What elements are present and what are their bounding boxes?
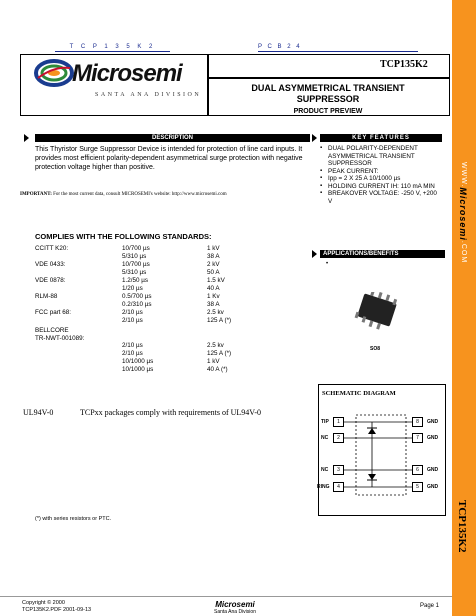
header-right-code: P C B 2 4 (258, 44, 418, 52)
std-value: 50 A (207, 269, 220, 276)
product-preview: PRODUCT PREVIEW (293, 108, 363, 115)
std-wave: 1.2/50 µs (122, 277, 149, 284)
std-value: 1 kV (207, 358, 220, 365)
standards-table (35, 245, 295, 375)
std-name: FCC part 68: (35, 309, 72, 316)
pin-label: TIP (321, 419, 329, 425)
std-wave: 5/310 µs (122, 253, 147, 260)
std-value: 1 kV (207, 245, 220, 252)
logo-name: Microsemi (72, 60, 182, 87)
pin-number: 2 (333, 433, 344, 443)
std-value: 2.5 kv (207, 342, 224, 349)
pin-label: NC (321, 435, 329, 441)
footer-divider (0, 596, 452, 597)
important-label: IMPORTANT: (20, 192, 52, 197)
std-name: BELLCORE (35, 327, 69, 334)
std-value: 125 A (*) (207, 350, 232, 357)
std-value: 1.5 kV (207, 277, 225, 284)
std-value: 2 kV (207, 261, 220, 268)
page-title (210, 83, 446, 105)
std-wave: 2/10 µs (122, 350, 143, 357)
footnote: (*) with series resistors or PTC. (35, 516, 112, 522)
schematic-title: SCHEMATIC DIAGRAM (322, 390, 396, 397)
ul-text: TCPxx packages comply with requirements of UL94V-0 (80, 408, 262, 417)
feature-item: ▪ Ipp = 2 X 25 A 10/1000 µs (320, 175, 440, 183)
title-line-2: SUPPRESSOR (296, 94, 360, 104)
applications-heading: APPLICATIONS/BENEFITS (320, 250, 445, 258)
footer-division: Santa Ana Division (214, 609, 256, 615)
std-wave: 2/10 µs (122, 309, 143, 316)
std-value: 40 A (*) (207, 366, 228, 373)
feature-item: ▪ DUAL POLARITY-DEPENDENT ASYMMETRICAL TRANSIENT SUPPRESSOR (320, 145, 440, 168)
std-wave: 0.5/700 µs (122, 293, 152, 300)
std-wave: 2/10 µs (122, 342, 143, 349)
std-value: 40 A (207, 285, 220, 292)
pin-number: 3 (333, 465, 344, 475)
std-value: 1 Kv (207, 293, 220, 300)
std-name: TR-NWT-001089: (35, 335, 85, 342)
std-value: 38 A (207, 301, 220, 308)
std-wave: 10/1000 µs (122, 358, 154, 365)
package-label: SO8 (370, 346, 381, 352)
description-text: This Thyristor Surge Suppressor Device is intended for protection of line card inputs. It provides most efficient polarity-dependent asymmetrical surge protection with negative protection voltage higher than positive. (35, 146, 303, 171)
features-arrow-icon (312, 134, 317, 142)
std-value: 2.5 kv (207, 309, 224, 316)
part-number: TCP135K2 (380, 59, 428, 70)
gnd-label: GND (427, 419, 439, 425)
std-name: VDE 0433: (35, 261, 66, 268)
footer-file: TCP135K2.PDF 2001-09-13 (22, 606, 92, 613)
pin-number: 6 (412, 465, 423, 475)
footer-page: Page 1 (420, 603, 440, 609)
applications-arrow-icon (312, 250, 317, 258)
important-note (20, 192, 320, 197)
std-value: 38 A (207, 253, 220, 260)
key-features-list (320, 145, 440, 205)
std-name: RLM-88 (35, 293, 58, 300)
pin-number: 1 (333, 417, 344, 427)
std-wave: 1/20 µs (122, 285, 143, 292)
pin-number: 7 (412, 433, 423, 443)
applications-item: • (326, 261, 329, 267)
sidebar-website-suffix: .COM (460, 240, 467, 264)
logo-division: SANTA ANA DIVISION (95, 92, 202, 98)
std-wave: 0.2/310 µs (122, 301, 152, 308)
std-wave: 5/310 µs (122, 269, 147, 276)
footer-center (190, 600, 280, 615)
pin-number: 8 (412, 417, 423, 427)
header-left-code: T C P 1 3 5 K 2 (55, 44, 170, 52)
gnd-label: GND (427, 467, 439, 473)
std-value: 125 A (*) (207, 317, 232, 324)
footer-copyright: Copyright © 2000 (22, 600, 65, 606)
sidebar-website-prefix: WWW. (460, 162, 467, 188)
pin-label: NC (321, 467, 329, 473)
gnd-label: GND (427, 435, 439, 441)
description-heading: DESCRIPTION (35, 134, 310, 142)
sidebar-website (458, 162, 468, 263)
gnd-label: GND (427, 484, 439, 490)
ul-label: UL94V-0 (23, 408, 54, 417)
std-wave: 2/10 µs (122, 317, 143, 324)
important-text: For the most current data, consult MICROSEMI's website: http://www.microsemi.com (51, 192, 227, 197)
feature-item: ▪ PEAK CURRENT: (320, 168, 440, 176)
so8-package-image (352, 292, 402, 334)
sidebar-website-brand: Microsemi (458, 187, 468, 241)
sidebar-part-number: TCP135K2 (456, 500, 468, 553)
footer-company: Microsemi (215, 600, 255, 609)
std-wave: 10/700 µs (122, 261, 150, 268)
std-wave: 10/1000 µs (122, 366, 154, 373)
pin-number: 4 (333, 482, 344, 492)
footer-left (22, 600, 91, 613)
std-name: VDE 0878: (35, 277, 66, 284)
microsemi-logo-icon (34, 58, 74, 88)
title-line-1: DUAL ASYMMETRICAL TRANSIENT (251, 83, 405, 93)
standards-heading: COMPLIES WITH THE FOLLOWING STANDARDS: (35, 232, 212, 241)
description-arrow-icon (24, 134, 29, 142)
feature-item: ▪ HOLDING CURRENT IH: 110 mA MIN (320, 183, 440, 191)
pin-label: RING (317, 484, 330, 490)
key-features-heading: KEY FEATURES (320, 134, 442, 142)
std-name: CCITT K20: (35, 245, 69, 252)
pin-number: 5 (412, 482, 423, 492)
std-wave: 10/700 µs (122, 245, 150, 252)
feature-item: ▪ BREAKOVER VOLTAGE: -250 V, +200 V (320, 190, 440, 205)
